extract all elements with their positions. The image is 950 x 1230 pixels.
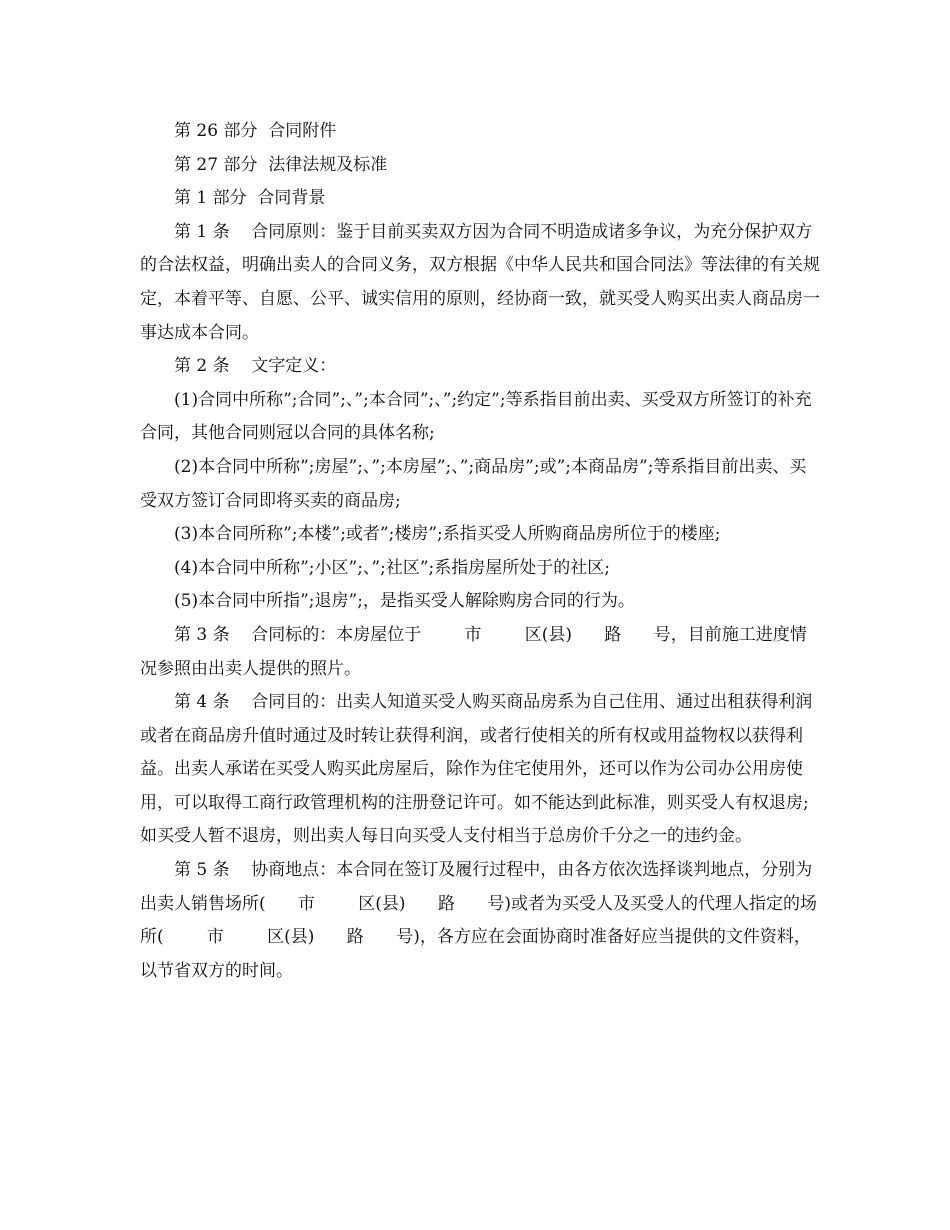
definition-item-2: (2)本合同中所称”;房屋”;、”;本房屋”;、”;商品房”;或”;本商品房”;等系指目前出卖、买受双方签订合同即将买卖的商品房;	[140, 456, 807, 511]
document-body	[140, 115, 820, 988]
definition-item-3: (3)本合同所称”;本楼”;或者”;楼房”;系指买受人所购商品房所位于的楼座;	[174, 524, 721, 545]
section-heading-26: 第 26 部分 合同附件	[174, 121, 337, 141]
article-3-paragraph: 第 3 条 合同标的：本房屋位于 市 区(县) 路 号，目前施工进度情况参照由出卖人提供的照片。	[140, 624, 807, 679]
section-heading-27: 第 27 部分 法律法规及标准	[174, 154, 388, 175]
article-4-paragraph: 第 4 条 合同目的：出卖人知道买受人购买商品房系为自己住用、通过出租获得利润或者在商品房升值时通过及时转让获得利润，或者行使相关的所有权或用益物权以获得利益。出卖人承诺在买受人购买此房屋后，除作为住宅使用外，还可以作为公司办公用房使用，可以取得工商行政管理机构的注册登记许可。如不能达到此标准，则买受人有权退房;如买受人暂不退房，则出卖人每日向买受人支付相当于总房价千分之一的违约金。	[140, 692, 813, 847]
article-5-paragraph: 第 5 条 协商地点：本合同在签订及履行过程中，由各方依次选择谈判地点，分别为出卖人销售场所( 市 区(县) 路 号)或者为买受人及买受人的代理人指定的场所( 市 区(县) 路 号)，各方应在会面协商时准备好应当提供的文件资料，以节省双方的时间。	[140, 860, 818, 981]
definition-item-4: (4)本合同中所称”;小区”;、”;社区”;系指房屋所处于的社区;	[174, 557, 610, 578]
section-heading-1: 第 1 部分 合同背景	[174, 188, 326, 209]
definition-item-5: (5)本合同中所指”;退房”;，是指买受人解除购房合同的行为。	[174, 591, 635, 612]
article-2-heading: 第 2 条 文字定义：	[174, 356, 337, 377]
article-1-paragraph: 第 1 条 合同原则：鉴于目前买卖双方因为合同不明造成诸多争议，为充分保护双方的合法权益，明确出卖人的合同义务，双方根据《中华人民共和国合同法》等法律的有关规定，本着平等、自愿、公平、诚实信用的原则，经协商一致，就买受人购买出卖人商品房一事达成本合同。	[140, 221, 820, 343]
definition-item-1: (1)合同中所称”;合同”;、”;本合同”;、”;约定”;等系指目前出卖、买受双方所签订的补充合同，其他合同则冠以合同的具体名称;	[140, 389, 812, 444]
